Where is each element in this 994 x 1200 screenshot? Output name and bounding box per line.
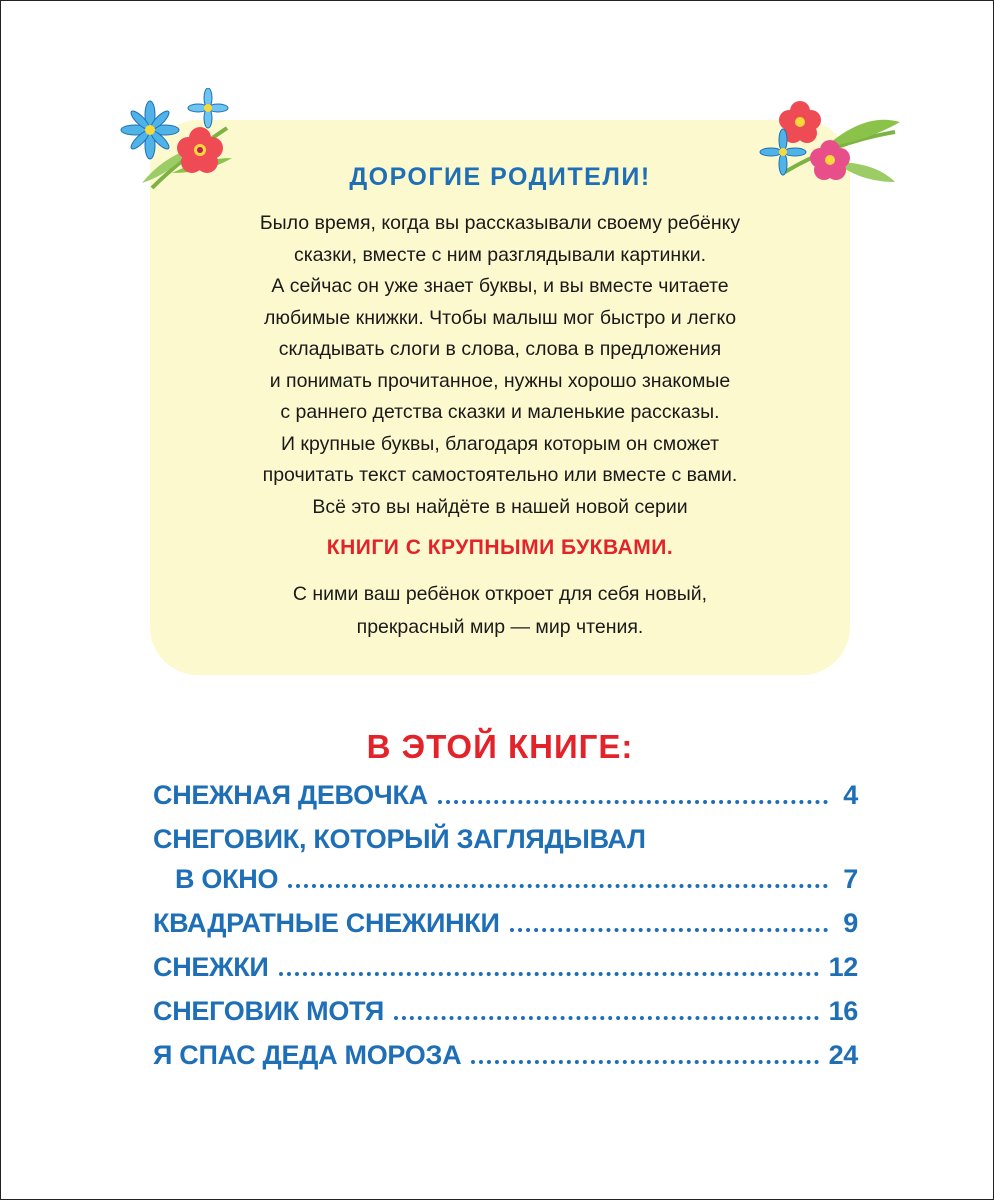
paragraph-line: А сейчас он уже знает буквы, и вы вместе читаете [271, 275, 729, 297]
paragraph-line: с раннего детства сказки и маленькие рассказы. [280, 401, 720, 423]
parents-paragraph [150, 208, 850, 523]
toc-entry-title: Я СПАС ДЕДА МОРОЗА [153, 1040, 462, 1070]
toc-entry-title: КВАДРАТНЫЕ СНЕЖИНКИ [153, 908, 500, 938]
closing-line: прекрасный мир — мир чтения. [356, 616, 644, 638]
paragraph-line: сказки, вместе с ним разглядывали картинки. [293, 243, 707, 266]
paragraph-line: любимые книжки. Чтобы малыш мог быстро и легко [263, 306, 737, 329]
paragraph-line: складывать слоги в слова, слова в предложения [278, 338, 722, 360]
toc-entry[interactable] [153, 908, 858, 952]
toc-entry-title: СНЕЖКИ [153, 952, 269, 982]
toc-leader-dots [279, 972, 819, 976]
toc-entry[interactable] [153, 824, 858, 864]
paragraph-line: И крупные буквы, благодаря которым он сможет [280, 432, 720, 455]
toc-leader-dots [510, 928, 828, 932]
table-of-contents [153, 780, 858, 1084]
series-name: КНИГИ С КРУПНЫМИ БУКВАМИ [326, 536, 667, 559]
toc-entry-page: 12 [828, 952, 858, 982]
toc-entry-title: СНЕЖНАЯ ДЕВОЧКА [153, 780, 428, 810]
toc-heading: В ЭТОЙ КНИГЕ: [366, 728, 634, 765]
paragraph-line: прочитать текст самостоятельно или вместе с вами. [262, 464, 738, 486]
toc-entry-page: 24 [828, 1040, 858, 1070]
closing-paragraph [150, 578, 850, 644]
toc-leader-dots [471, 1060, 818, 1064]
toc-entry-continuation[interactable] [153, 864, 858, 908]
toc-entry[interactable] [153, 780, 858, 824]
closing-line: С ними ваш ребёнок откроет для себя новый, [292, 583, 708, 605]
series-punct: . [666, 536, 674, 559]
toc-entry[interactable] [153, 952, 858, 996]
paragraph-line: Всё это вы найдёте в нашей новой серии [312, 495, 688, 518]
toc-entry-page: 9 [843, 908, 858, 938]
toc-entry-page: 4 [843, 780, 858, 810]
paragraph-line: Было время, когда вы рассказывали своему ребёнку [259, 212, 741, 234]
paragraph-line: и понимать прочитанное, нужны хорошо знакомые [269, 369, 731, 392]
toc-entry-title: СНЕГОВИК, КОТОРЫЙ ЗАГЛЯДЫВАЛ [153, 824, 646, 854]
toc-entry[interactable] [153, 996, 858, 1040]
toc-leader-dots [288, 884, 828, 888]
toc-entry[interactable] [153, 1040, 858, 1084]
toc-entry-title: СНЕГОВИК МОТЯ [153, 996, 384, 1026]
parents-title: ДОРОГИЕ РОДИТЕЛИ! [349, 163, 651, 191]
toc-entry-page: 16 [828, 996, 858, 1026]
toc-entry-page: 7 [843, 864, 858, 894]
toc-entry-title: В ОКНО [175, 864, 279, 894]
series-name-line [150, 536, 850, 560]
toc-leader-dots [438, 800, 828, 804]
toc-leader-dots [394, 1016, 819, 1020]
